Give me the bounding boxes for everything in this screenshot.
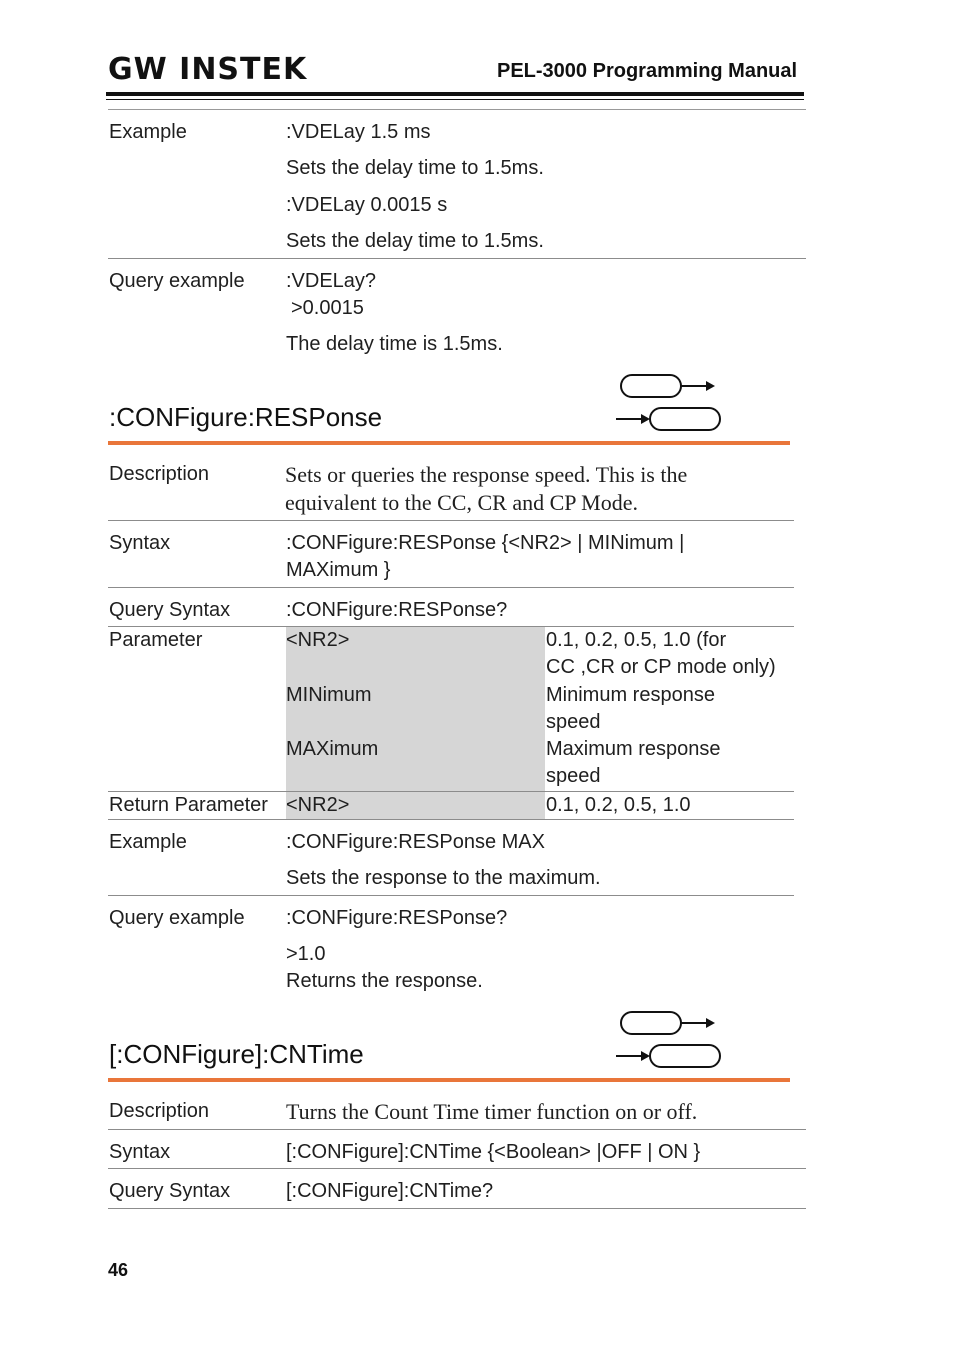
- parameter-name: <NR2>: [286, 629, 350, 651]
- row-divider: [108, 819, 794, 820]
- query-command-icon: [616, 408, 720, 430]
- return-parameter-label: Return Parameter: [109, 794, 268, 816]
- row-divider: [108, 1208, 806, 1209]
- syntax-text: MAXimum }: [286, 559, 391, 581]
- query-command: :CONFigure:RESPonse?: [286, 907, 508, 929]
- row-divider: [108, 895, 794, 896]
- heading-underline: [108, 1078, 790, 1082]
- parameter-label: Parameter: [109, 629, 203, 651]
- example-command: :VDELay 1.5 ms: [286, 121, 431, 143]
- row-divider: [108, 1129, 806, 1130]
- syntax-label: Syntax: [109, 532, 171, 554]
- query-syntax-label: Query Syntax: [109, 1180, 231, 1202]
- table-top-divider: [108, 109, 806, 110]
- command-heading: :CONFigure:RESPonse: [109, 402, 383, 432]
- return-parameter-name: <NR2>: [286, 794, 350, 816]
- example-explanation: Sets the delay time to 1.5ms.: [286, 230, 544, 252]
- query-explanation: Returns the response.: [286, 970, 483, 992]
- manual-title: PEL-3000 Programming Manual: [497, 60, 798, 82]
- parameter-desc: 0.1, 0.2, 0.5, 1.0 (for: [546, 629, 727, 651]
- query-explanation: The delay time is 1.5ms.: [286, 333, 503, 355]
- description-text: equivalent to the CC, CR and CP Mode.: [285, 490, 638, 515]
- example-command: :CONFigure:RESPonse MAX: [286, 831, 545, 853]
- example-explanation: Sets the delay time to 1.5ms.: [286, 157, 544, 179]
- query-syntax-text: [:CONFigure]:CNTime?: [286, 1180, 494, 1202]
- syntax-label: Syntax: [109, 1141, 171, 1163]
- header-rule-thick: [106, 92, 804, 96]
- header-rule-thin: [106, 99, 804, 100]
- parameter-name: MINimum: [286, 684, 372, 706]
- query-command-icon: [616, 1045, 720, 1067]
- command-heading: [:CONFigure]:CNTime: [109, 1039, 364, 1069]
- example-command: :VDELay 0.0015 s: [286, 194, 448, 216]
- parameter-name: MAXimum: [286, 738, 379, 760]
- parameter-desc: CC ,CR or CP mode only): [546, 656, 776, 678]
- set-query-icon: [614, 372, 724, 434]
- brand-logo: GW INSTEK: [108, 52, 308, 87]
- row-divider: [108, 1168, 806, 1169]
- description-label: Description: [109, 463, 210, 485]
- syntax-text: :CONFigure:RESPonse {<NR2> | MINimum |: [286, 532, 685, 554]
- parameter-desc: Minimum response: [546, 684, 715, 706]
- example-label: Example: [109, 831, 187, 853]
- parameter-desc: speed: [546, 711, 601, 733]
- description-label: Description: [109, 1100, 210, 1122]
- set-query-icon: [614, 1009, 724, 1071]
- syntax-text: [:CONFigure]:CNTime {<Boolean> |OFF | ON }: [286, 1141, 701, 1163]
- query-response: >1.0: [286, 943, 326, 965]
- return-parameter-desc: 0.1, 0.2, 0.5, 1.0: [546, 794, 691, 816]
- query-command: :VDELay?: [286, 270, 377, 292]
- parameter-desc: Maximum response: [546, 738, 721, 760]
- query-example-label: Query example: [109, 270, 245, 292]
- set-command-icon: [621, 1012, 715, 1034]
- query-syntax-label: Query Syntax: [109, 599, 231, 621]
- description-text: Turns the Count Time timer function on or off.: [286, 1099, 698, 1124]
- example-label: Example: [109, 121, 187, 143]
- row-divider: [108, 520, 794, 521]
- page-number: 46: [108, 1260, 129, 1280]
- row-divider: [108, 587, 794, 588]
- query-syntax-text: :CONFigure:RESPonse?: [286, 599, 508, 621]
- description-text: Sets or queries the response speed. This is the: [285, 462, 688, 487]
- set-command-icon: [621, 375, 715, 397]
- query-response: >0.0015: [291, 297, 364, 319]
- heading-underline: [108, 441, 790, 445]
- query-example-label: Query example: [109, 907, 245, 929]
- row-divider: [108, 258, 806, 259]
- parameter-desc: speed: [546, 765, 601, 787]
- example-explanation: Sets the response to the maximum.: [286, 867, 601, 889]
